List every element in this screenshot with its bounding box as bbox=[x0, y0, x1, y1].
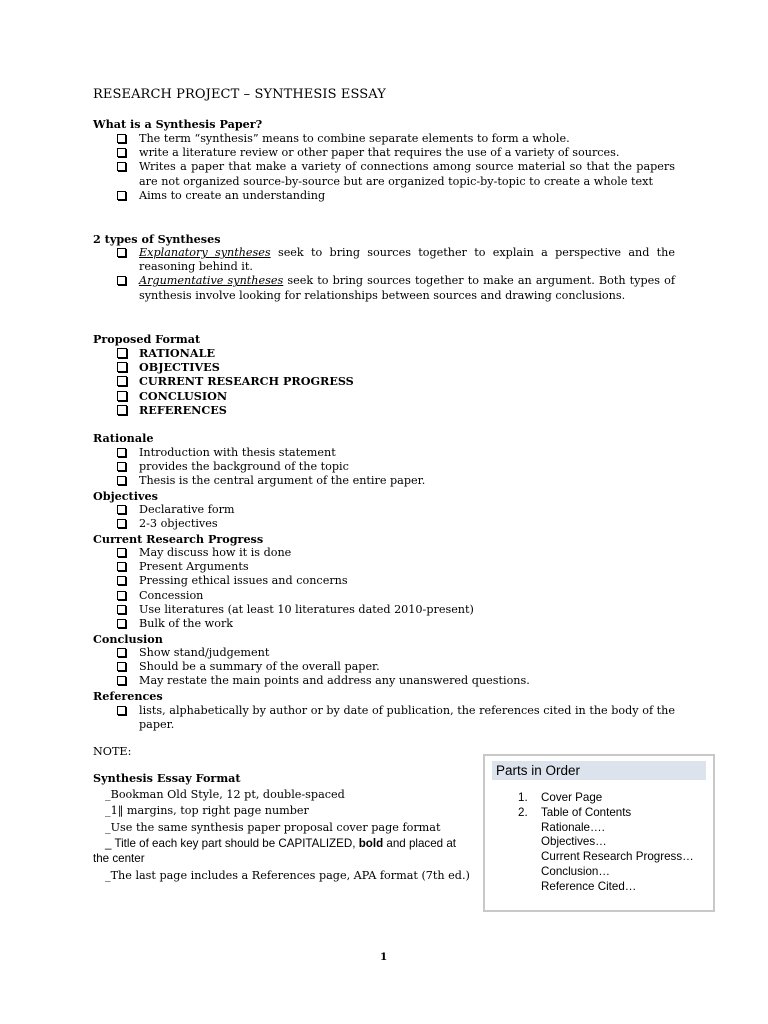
checkbox-bullet-icon bbox=[117, 591, 126, 600]
parts-in-order-panel bbox=[483, 754, 715, 912]
checkbox-bullet-icon bbox=[117, 676, 126, 685]
list-item: Bulk of the work bbox=[117, 617, 675, 631]
checkbox-bullet-icon bbox=[117, 134, 126, 143]
rationale-list bbox=[117, 446, 675, 489]
checkbox-bullet-icon bbox=[117, 148, 126, 157]
checkbox-bullet-icon bbox=[117, 276, 126, 285]
checkbox-bullet-icon bbox=[117, 348, 127, 358]
objectives-list bbox=[117, 503, 675, 531]
list-item: 2-3 objectives bbox=[117, 517, 675, 531]
list-item: REFERENCES bbox=[117, 403, 675, 417]
checkbox-bullet-icon bbox=[117, 448, 126, 457]
conclusion-list bbox=[117, 646, 675, 689]
list-item: The term “synthesis” means to combine separate elements to form a whole. bbox=[117, 132, 675, 146]
checkbox-bullet-icon bbox=[117, 248, 126, 257]
checkbox-bullet-icon bbox=[117, 576, 126, 585]
checkbox-bullet-icon bbox=[117, 605, 126, 614]
references-list bbox=[117, 704, 675, 732]
note-label: NOTE: bbox=[93, 745, 132, 758]
list-item: CURRENT RESEARCH PROGRESS bbox=[117, 374, 675, 388]
proposed-format-list bbox=[117, 346, 675, 417]
checkbox-bullet-icon bbox=[117, 648, 126, 657]
list-item: write a literature review or other paper that requires the use of a variety of sources. bbox=[117, 146, 675, 160]
essay-format-block bbox=[93, 771, 473, 885]
format-line: _Bookman Old Style, 12 pt, double-spaced bbox=[105, 787, 345, 801]
checkbox-bullet-icon bbox=[117, 706, 126, 715]
checkbox-bullet-icon bbox=[117, 191, 126, 200]
list-item: Should be a summary of the overall paper. bbox=[117, 660, 675, 674]
format-line: _The last page includes a References page, APA format (7th ed.) bbox=[105, 868, 470, 882]
list-item: May restate the main points and address any unanswered questions. bbox=[117, 674, 675, 688]
essay-format-heading: Synthesis Essay Format bbox=[93, 771, 241, 785]
list-item: 2. Table of Contents bbox=[518, 805, 632, 819]
list-item: 1. Cover Page bbox=[518, 791, 603, 804]
checkbox-bullet-icon bbox=[117, 391, 127, 401]
list-item: lists, alphabetically by author or by date of publication, the references cited in the body of the paper. bbox=[117, 704, 675, 732]
list-item: Show stand/judgement bbox=[117, 646, 675, 660]
checkbox-bullet-icon bbox=[117, 476, 126, 485]
list-item: provides the background of the topic bbox=[117, 460, 675, 474]
checkbox-bullet-icon bbox=[117, 562, 126, 571]
what-is-list bbox=[117, 132, 675, 203]
list-item: OBJECTIVES bbox=[117, 360, 675, 374]
list-item: Thesis is the central argument of the entire paper. bbox=[117, 474, 675, 488]
checkbox-bullet-icon bbox=[117, 505, 126, 514]
list-item: Objectives… bbox=[541, 835, 607, 849]
document-title: RESEARCH PROJECT – SYNTHESIS ESSAY bbox=[93, 87, 386, 102]
list-item: Concession bbox=[117, 589, 675, 603]
list-item: Introduction with thesis statement bbox=[117, 446, 675, 460]
list-item: Use literatures (at least 10 literatures dated 2010-present) bbox=[117, 603, 675, 617]
list-item: Current Research Progress… bbox=[541, 850, 694, 864]
list-item: Rationale…. bbox=[541, 820, 605, 834]
checkbox-bullet-icon bbox=[117, 376, 127, 386]
format-line: _ Title of each key part should be CAPITALIZED, bold and placed at the center bbox=[93, 837, 456, 865]
list-item: Aims to create an understanding bbox=[117, 189, 675, 203]
format-line: _1‖ margins, top right page number bbox=[105, 804, 309, 818]
page-number: 1 bbox=[380, 951, 388, 963]
section-heading-objectives: Objectives bbox=[93, 489, 158, 503]
section-heading-proposed: Proposed Format bbox=[93, 332, 201, 346]
list-item: Argumentative syntheses seek to bring sources together to make an argument. Both types of synthesis involve looking for relationships between sources and drawing conclusions. bbox=[117, 274, 675, 302]
list-item: Reference Cited… bbox=[541, 879, 637, 893]
section-heading-rationale: Rationale bbox=[93, 431, 154, 445]
checkbox-bullet-icon bbox=[117, 462, 126, 471]
section-heading-conclusion: Conclusion bbox=[93, 632, 163, 646]
list-item: RATIONALE bbox=[117, 346, 675, 360]
list-item: Writes a paper that make a variety of connections among source material so that the papers are not organized source-by-source but are organized topic-by-topic to create a whole text bbox=[117, 160, 675, 188]
types-list bbox=[117, 246, 675, 303]
checkbox-bullet-icon bbox=[117, 405, 127, 415]
format-line: _Use the same synthesis paper proposal cover page format bbox=[105, 820, 441, 834]
progress-list bbox=[117, 546, 675, 631]
section-heading-what-is: What is a Synthesis Paper? bbox=[93, 117, 263, 131]
list-item: Declarative form bbox=[117, 503, 675, 517]
section-heading-types: 2 types of Syntheses bbox=[93, 232, 221, 246]
checkbox-bullet-icon bbox=[117, 619, 126, 628]
section-heading-references: References bbox=[93, 689, 163, 703]
list-item: Conclusion… bbox=[541, 864, 610, 878]
checkbox-bullet-icon bbox=[117, 362, 127, 372]
section-heading-progress: Current Research Progress bbox=[93, 532, 264, 546]
parts-list bbox=[485, 791, 713, 895]
list-item: Explanatory syntheses seek to bring sources together to explain a perspective and the reasoning behind it. bbox=[117, 246, 675, 274]
parts-in-order-heading: Parts in Order bbox=[492, 761, 706, 780]
list-item: Present Arguments bbox=[117, 560, 675, 574]
checkbox-bullet-icon bbox=[117, 548, 126, 557]
list-item: May discuss how it is done bbox=[117, 546, 675, 560]
checkbox-bullet-icon bbox=[117, 519, 126, 528]
checkbox-bullet-icon bbox=[117, 162, 126, 171]
list-item: CONCLUSION bbox=[117, 389, 675, 403]
checkbox-bullet-icon bbox=[117, 662, 126, 671]
list-item: Pressing ethical issues and concerns bbox=[117, 574, 675, 588]
